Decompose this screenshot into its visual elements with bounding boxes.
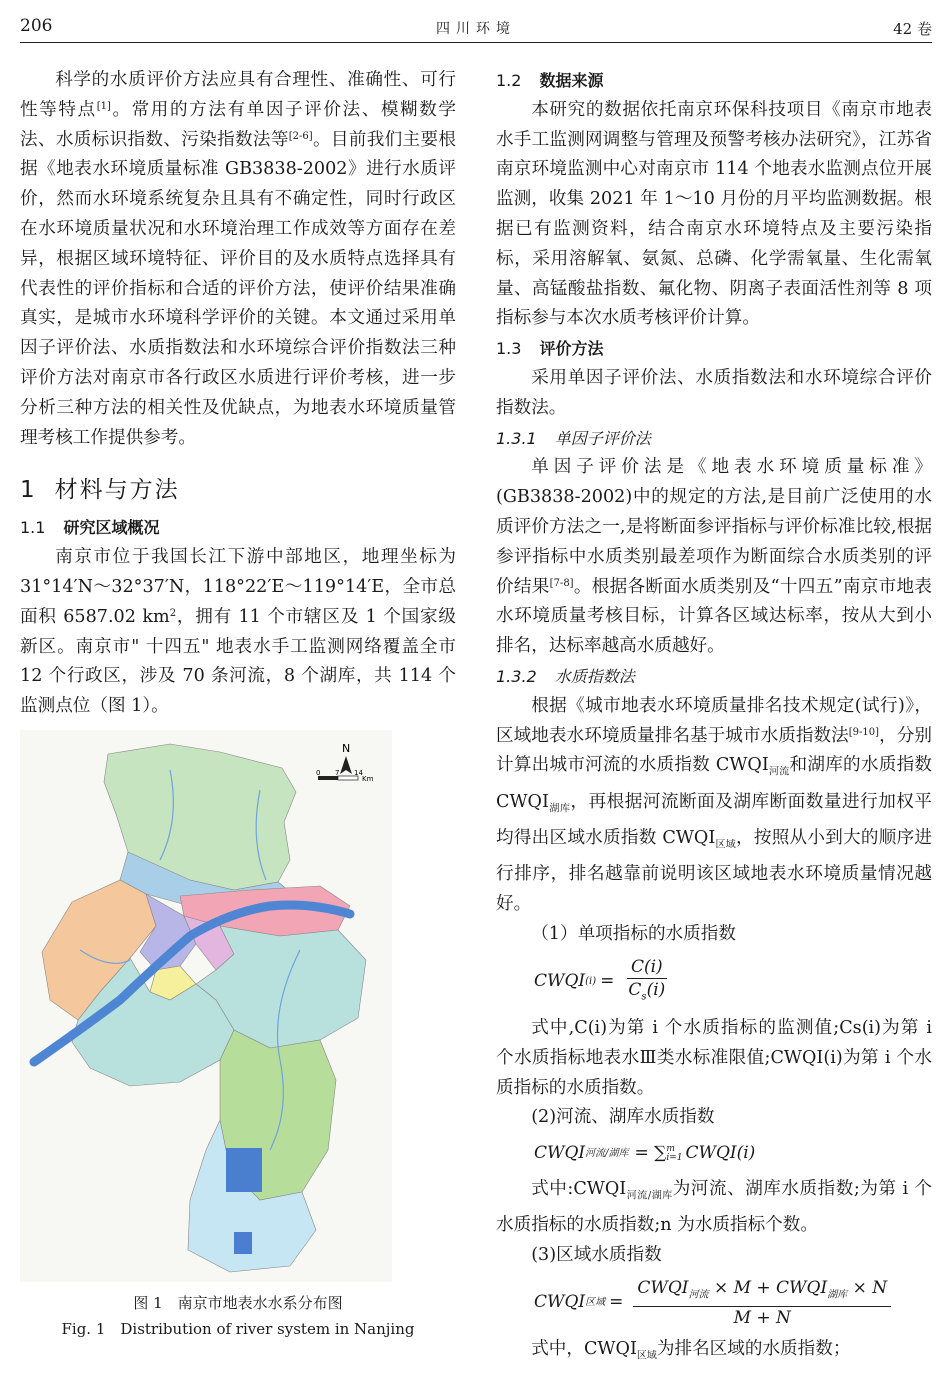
running-header bbox=[20, 14, 932, 43]
single-factor-paragraph: 单因子评价法是《地表水环境质量标准》(GB3838-2002)中的规定的方法,是目前广泛使用的水质评价方法之一,是将断面参评指标与评价标准比较,根据参评指标中水质类别最差项作为断面综合水质类别的评价结果[7-8]。根据各断面水质类别及“十四五”南京市地表水环境质量考核目标，计算各区域达标率，按从大到小排名，达标率越高水质越好。 bbox=[496, 457, 932, 657]
journal-title: 四川环境 bbox=[436, 21, 516, 37]
eq1-explanation: 式中,C(i)为第 i 个水质指标的监测值;Cs(i)为第 i 个水质指标地表水Ⅲ类水标准限值;CWQI(i)为第 i 个水质指标的水质指数。 bbox=[496, 1018, 932, 1098]
equation-1: CWQI (i) = $\frac{C(i)}{C_s(i)}$ bbox=[534, 956, 666, 1003]
section-1-3-heading: 1.3 评价方法 bbox=[496, 339, 604, 359]
equation-3: CWQI 区域 = $\frac{CWQI_{河流} \times M + CWQI_{湖库} \times N}{M + N}$ bbox=[534, 1277, 932, 1329]
left-column bbox=[20, 66, 456, 1342]
equation-2: CWQI 河流/湖库 = ∑ m i=1 CWQI(i) bbox=[534, 1143, 756, 1164]
section-1-2-heading: 1.2 数据来源 bbox=[496, 71, 604, 90]
right-column bbox=[496, 66, 932, 1372]
figure-caption-en: Fig. 1 Distribution of river system in Nanjing bbox=[61, 1319, 415, 1338]
method-overview-paragraph: 采用单因子评价法、水质指数法和水环境综合评价指数法。 bbox=[496, 367, 932, 418]
item-2-label: (2)河流、湖库水质指数 bbox=[531, 1107, 715, 1128]
page-number: 206 bbox=[20, 16, 53, 36]
volume-label: 42 卷 bbox=[893, 20, 932, 38]
item-3-label: (3)区域水质指数 bbox=[531, 1245, 662, 1266]
figure-1-map bbox=[20, 730, 392, 1282]
north-label: N bbox=[342, 741, 351, 755]
data-source-paragraph: 本研究的数据依托南京环保科技项目《南京市地表水手工监测网调整与管理及预警考核办法研究》，江苏省南京环境监测中心对南京市 114 个地表水监测点位开展监测，收集 2021 年 1～10 月份的月平均监测数据。根据已有监测资料，结合南京水环境特点及主要污染指标，采用溶解氧、氨氮、总磷、化学需氧量、生化需氧量、高锰酸盐指数、氟化物、阴离子表面活性剂等 8 项指标参与本次水质考核评价计算。 bbox=[496, 99, 932, 329]
eq2-explanation: 式中$:CWQI_{河流/湖库}$为河流、湖库水质指数;为第 i 个水质指标的水质指数;n 为水质指标个数。 bbox=[496, 1179, 932, 1236]
wqi-paragraph: 根据《城市地表水环境质量排名技术规定(试行)》，区域地表水环境质量排名基于城市水质指数法[9-10]，分别计算出城市河流的水质指数 $CWQI_{河流}$和湖库的水质指数 $CWQI_{湖库}$，再根据河流断面及湖库断面数量进行加权平均得出区域水质指数 $CWQI_{区域}$，按照从小到大的顺序进行排序，排名越靠前说明该区域地表水环境质量情况越好。 bbox=[496, 695, 933, 915]
intro-paragraph: 科学的水质评价方法应具有合理性、准确性、可行性等特点[1]。常用的方法有单因子评价法、模糊数学法、水质标识指数、污染指数法等[2-6]。目前我们主要根据《地表水环境质量标准 GB3838-2002》进行水质评价，然而水环境系统复杂且具有不确定性，同时行政区在水环境质量状况和水环境治理工作成效等方面存在差异，根据区域环境特征、评价目的及水质特点选择具有代表性的评价指标和合适的评价方法，使评价结果准确真实，是城市水环境科学评价的关键。本文通过采用单因子评价法、水质指数法和水环境综合评价指数法三种评价方法对南京市各行政区水质进行评价考核，进一步分析三种方法的相关性及优缺点，为地表水环境质量管理考核工作提供参考。 bbox=[20, 70, 456, 448]
svg-text:7: 7 bbox=[335, 768, 340, 777]
section-1-3-1-heading: 1.3.1 单因子评价法 bbox=[496, 428, 651, 448]
section-1-3-2-heading: 1.3.2 水质指数法 bbox=[496, 666, 635, 686]
section-1-heading: 1 材料与方法 bbox=[20, 477, 180, 504]
svg-text:0: 0 bbox=[316, 768, 321, 777]
svg-text:Km: Km bbox=[362, 774, 374, 783]
svg-text:14: 14 bbox=[354, 768, 363, 777]
section-1-1-heading: 1.1 研究区域概况 bbox=[20, 518, 160, 538]
eq3-explanation: 式中，$CWQI_{区域}$为排名区域的水质指数； bbox=[531, 1339, 851, 1362]
nanjing-map bbox=[20, 730, 392, 1282]
figure-caption-cn: 图 1 南京市地表水水系分布图 bbox=[133, 1293, 343, 1312]
study-area-paragraph: 南京市位于我国长江下游中部地区，地理坐标为 31°14′N～32°37′N，118°22′E～119°14′E，全市总面积 6587.02 $km^2$，拥有 11 个市辖区及 1 个国家级新区。南京市" 十四五" 地表水手工监测网络覆盖全市 12 个行政区，涉及 70 条河流，8 个湖库，共 114 个监测点位（图 1）。 bbox=[20, 547, 456, 717]
item-1-label: （1）单项指标的水质指数 bbox=[531, 923, 736, 944]
